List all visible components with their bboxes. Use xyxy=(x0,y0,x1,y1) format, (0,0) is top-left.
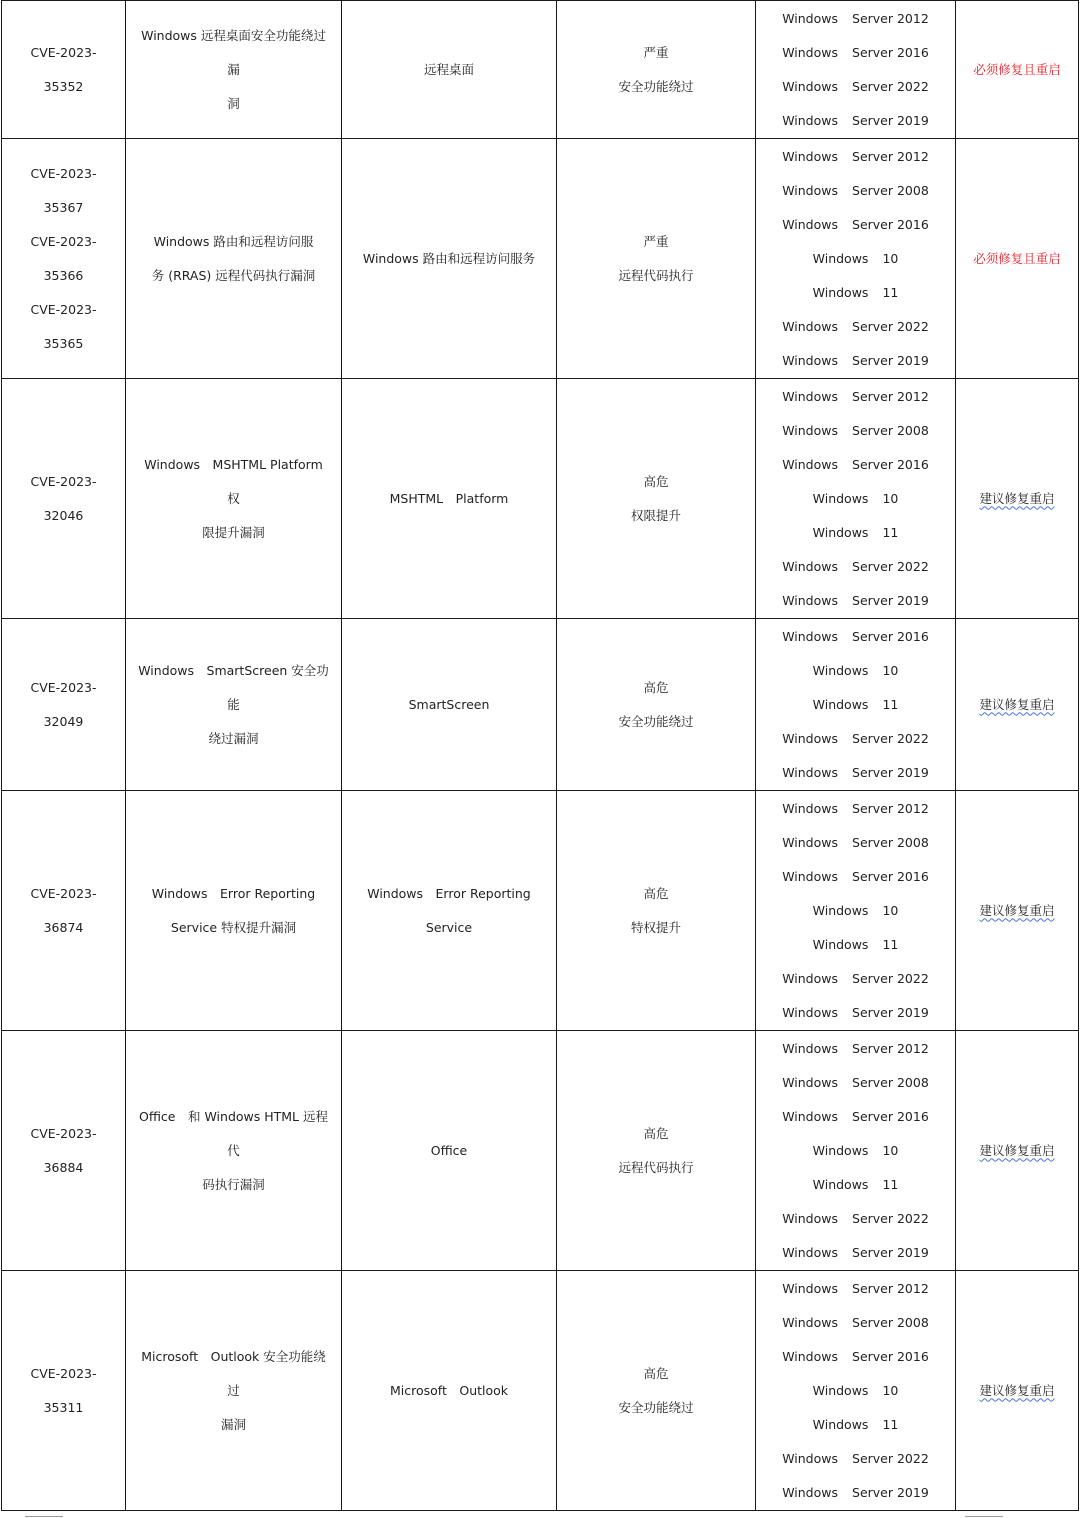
platform-version: Server 2016 xyxy=(852,216,929,232)
platform-version: Server 2016 xyxy=(852,1348,929,1364)
platform-entry xyxy=(756,584,955,618)
platform-version: Server 2008 xyxy=(852,1074,929,1090)
platform-entry xyxy=(756,1066,955,1100)
component-cell xyxy=(342,1271,557,1511)
severity-level: 高危 xyxy=(643,679,669,695)
platform-entry xyxy=(756,1272,955,1306)
platform-entry xyxy=(756,1476,955,1510)
platform-entry xyxy=(756,688,955,722)
action-cell xyxy=(956,1271,1079,1511)
platform-os: Windows xyxy=(782,764,839,780)
platform-entry xyxy=(756,962,955,996)
platform-os: Windows xyxy=(812,250,869,266)
platform-entry xyxy=(756,482,955,516)
cve-id-cell xyxy=(2,1031,126,1271)
vuln-name-cell xyxy=(126,1031,342,1271)
cve-id: CVE-2023-36884 xyxy=(30,1125,97,1175)
platform-version: Server 2022 xyxy=(852,1450,929,1466)
cve-id-cell xyxy=(2,1271,126,1511)
cve-id: CVE-2023- xyxy=(30,301,97,317)
vuln-name: Windows 远程桌面安全功能绕过漏 xyxy=(141,27,326,77)
table-corner-mark xyxy=(25,1516,63,1517)
component-cell xyxy=(342,1,557,139)
platform-os: Windows xyxy=(782,1244,839,1260)
impact-type: 远程代码执行 xyxy=(618,1159,694,1175)
platform-os: Windows xyxy=(782,970,839,986)
vuln-name: 漏洞 xyxy=(220,1416,246,1432)
platform-entry xyxy=(756,1236,955,1270)
platform-entry xyxy=(756,894,955,928)
platform-version: Server 2008 xyxy=(852,834,929,850)
platform-entry xyxy=(756,310,955,344)
platform-os: Windows xyxy=(782,868,839,884)
platform-os: Windows xyxy=(782,422,839,438)
platform-version: Server 2019 xyxy=(852,592,929,608)
component-name: Windows 路由和远程访问服务 xyxy=(362,250,536,266)
platform-os: Windows xyxy=(782,1314,839,1330)
table-row xyxy=(2,619,1079,791)
platform-os: Windows xyxy=(782,10,839,26)
platform-os: Windows xyxy=(782,44,839,60)
platform-entry xyxy=(756,826,955,860)
component-name: MSHTML Platform xyxy=(389,490,509,506)
platform-entry xyxy=(756,448,955,482)
table-row xyxy=(2,379,1079,619)
platform-entry xyxy=(756,140,955,174)
platform-version: 11 xyxy=(882,696,899,712)
platform-os: Windows xyxy=(782,1004,839,1020)
component-name: Windows Error Reporting xyxy=(367,885,531,901)
remediation-action: 必须修复且重启 xyxy=(973,250,1061,266)
platform-version: Server 2022 xyxy=(852,558,929,574)
component-cell xyxy=(342,791,557,1031)
component-cell xyxy=(342,1031,557,1271)
platform-entry xyxy=(756,1032,955,1066)
table-corner-mark xyxy=(965,1516,1003,1517)
vuln-name: Windows Error Reporting xyxy=(151,885,316,901)
vuln-name: Windows MSHTML Platform 权 xyxy=(144,456,323,506)
cve-id: CVE-2023-35311 xyxy=(30,1365,97,1415)
platform-entry xyxy=(756,620,955,654)
platform-os: Windows xyxy=(782,456,839,472)
platform-version: 10 xyxy=(882,662,899,678)
platform-version: 11 xyxy=(882,1416,899,1432)
cve-id-cell xyxy=(2,379,126,619)
platform-entry xyxy=(756,996,955,1030)
remediation-action: 建议修复重启 xyxy=(979,696,1055,712)
platform-os: Windows xyxy=(812,662,869,678)
platform-version: Server 2022 xyxy=(852,78,929,94)
vuln-name-cell xyxy=(126,791,342,1031)
platform-version: Server 2019 xyxy=(852,1244,929,1260)
cve-id-cell xyxy=(2,619,126,791)
platform-version: 11 xyxy=(882,524,899,540)
platforms-cell xyxy=(756,139,956,379)
platform-os: Windows xyxy=(782,592,839,608)
platform-version: Server 2016 xyxy=(852,456,929,472)
platform-entry xyxy=(756,36,955,70)
platform-version: Server 2012 xyxy=(852,388,929,404)
platform-entry xyxy=(756,1408,955,1442)
platform-os: Windows xyxy=(782,388,839,404)
action-cell xyxy=(956,1031,1079,1271)
platform-version: Server 2016 xyxy=(852,44,929,60)
remediation-action: 建议修复重启 xyxy=(979,1142,1055,1158)
platform-version: Server 2016 xyxy=(852,1108,929,1124)
platforms-cell xyxy=(756,619,956,791)
platform-version: Server 2019 xyxy=(852,352,929,368)
platforms-cell xyxy=(756,1031,956,1271)
component-name: 远程桌面 xyxy=(423,61,474,77)
severity-level: 高危 xyxy=(643,1125,669,1141)
impact-type: 远程代码执行 xyxy=(618,267,694,283)
platform-entry xyxy=(756,792,955,826)
vuln-name: Office 和 Windows HTML 远程代 xyxy=(139,1108,328,1158)
platform-entry xyxy=(756,1134,955,1168)
cve-id-cell xyxy=(2,791,126,1031)
platform-os: Windows xyxy=(782,1040,839,1056)
platform-version: Server 2019 xyxy=(852,112,929,128)
platform-os: Windows xyxy=(782,1450,839,1466)
impact-type: 安全功能绕过 xyxy=(618,78,694,94)
platform-os: Windows xyxy=(782,730,839,746)
platform-entry xyxy=(756,1442,955,1476)
severity-cell xyxy=(557,1031,756,1271)
action-cell xyxy=(956,791,1079,1031)
component-name: Office xyxy=(430,1142,468,1158)
platform-version: 10 xyxy=(882,1382,899,1398)
cve-id: 35366 xyxy=(43,267,84,283)
platform-entry xyxy=(756,174,955,208)
platform-os: Windows xyxy=(812,1176,869,1192)
platform-entry xyxy=(756,756,955,790)
cve-id: 35365 xyxy=(43,335,84,351)
platform-version: Server 2019 xyxy=(852,764,929,780)
severity-cell xyxy=(557,619,756,791)
severity-level: 高危 xyxy=(643,473,669,489)
severity-cell xyxy=(557,139,756,379)
platform-entry xyxy=(756,104,955,138)
vuln-name: Microsoft Outlook 安全功能绕过 xyxy=(141,1348,326,1398)
table-row xyxy=(2,1031,1079,1271)
vulnerability-table xyxy=(1,0,1079,1511)
component-name: Service xyxy=(425,919,473,935)
severity-cell xyxy=(557,1271,756,1511)
platform-version: Server 2012 xyxy=(852,148,929,164)
severity-cell xyxy=(557,379,756,619)
platform-os: Windows xyxy=(782,182,839,198)
platform-os: Windows xyxy=(782,1484,839,1500)
platform-os: Windows xyxy=(782,1108,839,1124)
action-cell xyxy=(956,1,1079,139)
platform-version: Server 2012 xyxy=(852,1280,929,1296)
platform-os: Windows xyxy=(782,1210,839,1226)
platform-version: Server 2012 xyxy=(852,10,929,26)
platform-entry xyxy=(756,208,955,242)
platform-os: Windows xyxy=(782,1280,839,1296)
vuln-name: 洞 xyxy=(227,95,240,111)
platform-os: Windows xyxy=(782,1348,839,1364)
platform-os: Windows xyxy=(782,834,839,850)
platform-entry xyxy=(756,722,955,756)
vuln-name-cell xyxy=(126,619,342,791)
platform-os: Windows xyxy=(812,1382,869,1398)
platform-os: Windows xyxy=(812,524,869,540)
platform-os: Windows xyxy=(782,352,839,368)
platform-entry xyxy=(756,1168,955,1202)
severity-level: 严重 xyxy=(643,233,669,249)
platforms-cell xyxy=(756,1,956,139)
platform-version: Server 2022 xyxy=(852,730,929,746)
platform-os: Windows xyxy=(812,936,869,952)
platform-os: Windows xyxy=(782,318,839,334)
vuln-name: 限提升漏洞 xyxy=(202,524,265,540)
platform-entry xyxy=(756,1202,955,1236)
table-row xyxy=(2,1,1079,139)
severity-cell xyxy=(557,1,756,139)
cve-id: CVE-2023-36874 xyxy=(30,885,97,935)
remediation-action: 建议修复重启 xyxy=(979,902,1055,918)
remediation-action: 建议修复重启 xyxy=(979,490,1055,506)
platform-version: Server 2022 xyxy=(852,970,929,986)
vuln-name: 务 (RRAS) 远程代码执行漏洞 xyxy=(151,267,316,283)
platform-version: Server 2012 xyxy=(852,1040,929,1056)
vuln-name-cell xyxy=(126,1,342,139)
component-cell xyxy=(342,139,557,379)
component-name: Microsoft Outlook xyxy=(389,1382,509,1398)
platform-os: Windows xyxy=(782,148,839,164)
vuln-name: Windows SmartScreen 安全功能 xyxy=(138,662,329,712)
platform-version: 10 xyxy=(882,902,899,918)
vuln-name: Service 特权提升漏洞 xyxy=(170,919,297,935)
vuln-name: Windows 路由和远程访问服 xyxy=(153,233,314,249)
action-cell xyxy=(956,379,1079,619)
table-row xyxy=(2,791,1079,1031)
vuln-name-cell xyxy=(126,1271,342,1511)
platforms-cell xyxy=(756,379,956,619)
vuln-name: 绕过漏洞 xyxy=(208,730,259,746)
table-row xyxy=(2,139,1079,379)
vuln-name-cell xyxy=(126,139,342,379)
platform-version: 11 xyxy=(882,1176,899,1192)
severity-cell xyxy=(557,791,756,1031)
cve-id: CVE-2023-32049 xyxy=(30,679,97,729)
impact-type: 权限提升 xyxy=(630,507,681,523)
component-cell xyxy=(342,619,557,791)
platform-version: Server 2008 xyxy=(852,182,929,198)
platform-version: Server 2019 xyxy=(852,1004,929,1020)
platform-version: 10 xyxy=(882,490,899,506)
platform-version: Server 2012 xyxy=(852,800,929,816)
cve-id-cell xyxy=(2,139,126,379)
platform-os: Windows xyxy=(812,696,869,712)
platform-version: Server 2022 xyxy=(852,318,929,334)
platform-entry xyxy=(756,242,955,276)
platform-version: Server 2016 xyxy=(852,628,929,644)
cve-id: CVE-2023-35367 xyxy=(30,165,97,215)
platform-os: Windows xyxy=(782,216,839,232)
platform-os: Windows xyxy=(782,78,839,94)
platform-version: Server 2008 xyxy=(852,1314,929,1330)
platform-version: 10 xyxy=(882,250,899,266)
severity-level: 严重 xyxy=(643,44,669,60)
remediation-action: 建议修复重启 xyxy=(979,1382,1055,1398)
component-name: SmartScreen xyxy=(408,696,490,712)
platform-entry xyxy=(756,1306,955,1340)
cve-id: CVE-2023-32046 xyxy=(30,473,97,523)
platform-os: Windows xyxy=(812,1416,869,1432)
severity-level: 高危 xyxy=(643,1365,669,1381)
cve-id: CVE-2023-35352 xyxy=(30,44,97,94)
platform-entry xyxy=(756,414,955,448)
impact-type: 特权提升 xyxy=(630,919,681,935)
action-cell xyxy=(956,139,1079,379)
platform-entry xyxy=(756,1340,955,1374)
platform-os: Windows xyxy=(782,558,839,574)
vulnerability-table-body xyxy=(2,1,1079,1511)
platforms-cell xyxy=(756,1271,956,1511)
platform-entry xyxy=(756,70,955,104)
platform-entry xyxy=(756,860,955,894)
cve-id-cell xyxy=(2,1,126,139)
vuln-name-cell xyxy=(126,379,342,619)
platform-version: Server 2016 xyxy=(852,868,929,884)
platform-os: Windows xyxy=(812,1142,869,1158)
platform-entry xyxy=(756,550,955,584)
platform-version: Server 2008 xyxy=(852,422,929,438)
platform-os: Windows xyxy=(782,1074,839,1090)
platform-os: Windows xyxy=(812,284,869,300)
platform-entry xyxy=(756,2,955,36)
platform-version: 10 xyxy=(882,1142,899,1158)
platform-entry xyxy=(756,380,955,414)
vuln-name: 码执行漏洞 xyxy=(202,1176,265,1192)
remediation-action: 必须修复且重启 xyxy=(973,61,1061,77)
cve-id: CVE-2023- xyxy=(30,233,97,249)
platform-entry xyxy=(756,928,955,962)
platform-os: Windows xyxy=(782,628,839,644)
platform-os: Windows xyxy=(812,490,869,506)
impact-type: 安全功能绕过 xyxy=(618,713,694,729)
platform-version: 11 xyxy=(882,936,899,952)
component-cell xyxy=(342,379,557,619)
platforms-cell xyxy=(756,791,956,1031)
platform-version: Server 2022 xyxy=(852,1210,929,1226)
platform-entry xyxy=(756,276,955,310)
platform-os: Windows xyxy=(812,902,869,918)
platform-entry xyxy=(756,516,955,550)
platform-os: Windows xyxy=(782,112,839,128)
action-cell xyxy=(956,619,1079,791)
platform-version: Server 2019 xyxy=(852,1484,929,1500)
impact-type: 安全功能绕过 xyxy=(618,1399,694,1415)
platform-entry xyxy=(756,654,955,688)
severity-level: 高危 xyxy=(643,885,669,901)
table-row xyxy=(2,1271,1079,1511)
platform-os: Windows xyxy=(782,800,839,816)
platform-entry xyxy=(756,344,955,378)
platform-entry xyxy=(756,1100,955,1134)
platform-version: 11 xyxy=(882,284,899,300)
platform-entry xyxy=(756,1374,955,1408)
